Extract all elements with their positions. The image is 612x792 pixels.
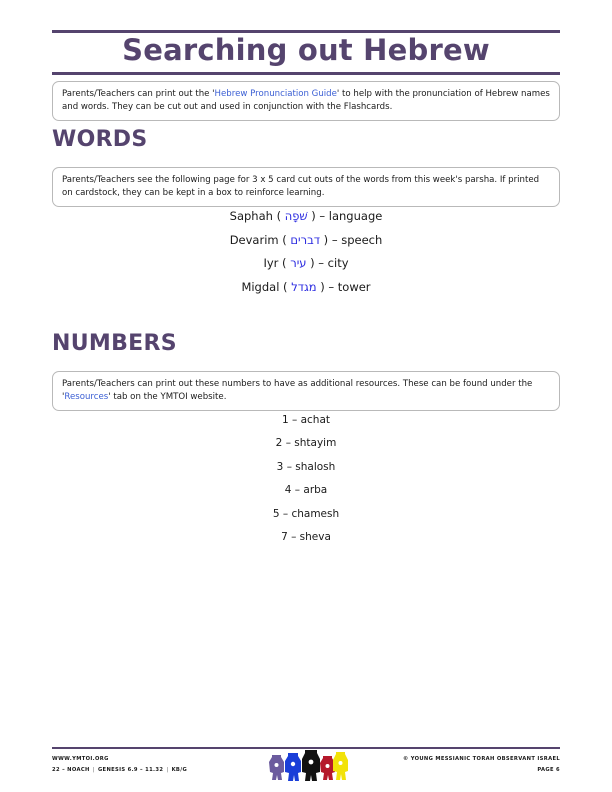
word-meaning: ) – city (306, 256, 349, 270)
hebrew-word-row (52, 205, 560, 229)
ymtoi-logo-icon (266, 749, 348, 785)
number-numeral: 5 (272, 507, 280, 520)
footer-code: KB/G (171, 767, 188, 773)
hebrew-number-row (52, 409, 560, 432)
logo-figure-black (302, 750, 320, 781)
number-numeral: 1 (281, 414, 289, 426)
footer-scripture-reference: GENESIS 6.9 – 11.32 (97, 767, 164, 773)
hebrew-pronunciation-guide-link[interactable]: Hebrew Pronunciation Guide (214, 89, 337, 99)
header-divider-bottom (52, 72, 560, 75)
number-numeral: 7 (281, 531, 288, 544)
numbers-note-text-before: Parents/Teachers can print out these numbers to have as additional resources. These can be found under the ' (62, 379, 533, 402)
word-meaning: ) – language (307, 209, 383, 223)
hebrew-number-row (52, 479, 560, 502)
number-name: – shalosh (283, 460, 336, 473)
number-name: – arba (291, 484, 328, 497)
footer-parsha: 22 – NOACH (52, 767, 90, 773)
footer-website[interactable]: WWW.YMTOI.ORG (52, 756, 109, 762)
footer-left-block (52, 754, 187, 776)
intro-note-box (52, 81, 560, 121)
section-heading-numbers: NUMBERS (52, 331, 177, 356)
word-transliteration: Migdal ( (241, 279, 292, 294)
intro-note-text-before: Parents/Teachers can print out the ' (62, 89, 215, 99)
number-name: – sheva (287, 531, 331, 544)
number-numeral: 3 (276, 460, 284, 473)
logo-figure-yellow (333, 752, 348, 780)
words-note-text: Parents/Teachers see the following page for 3 x 5 card cut outs of the words from this week's parsha. If printed on cardstock, they can be kept in a box to reinforce learning. (62, 175, 540, 198)
hebrew-number-row (52, 503, 560, 526)
logo-figure-blue (285, 753, 301, 781)
footer-right-block (403, 754, 560, 776)
word-transliteration: Saphah ( (229, 209, 285, 223)
footer-separator-1: | (92, 767, 95, 773)
logo-figure-red (320, 756, 335, 780)
resources-tab-link[interactable]: Resources (64, 391, 109, 402)
word-hebrew: מגדל (291, 279, 317, 294)
numbers-note-text-after: ' tab on the YMTOI website. (108, 391, 227, 402)
hebrew-word-row (52, 252, 560, 276)
footer-separator-2: | (166, 767, 169, 773)
word-hebrew: עיר (290, 256, 307, 270)
logo-figure-purple (269, 755, 284, 780)
hebrew-word-row (52, 276, 560, 300)
number-name: – shtayim (282, 437, 337, 450)
footer-reference-line (52, 765, 187, 776)
hebrew-word-row (52, 229, 560, 253)
word-transliteration: Devarim ( (229, 232, 291, 247)
hebrew-number-row (52, 456, 560, 479)
hebrew-number-row (52, 526, 560, 549)
hebrew-number-row (52, 432, 560, 455)
word-transliteration: Iyr ( (263, 256, 291, 270)
word-hebrew: שׁפָה (284, 209, 308, 223)
hebrew-words-list (52, 205, 560, 299)
words-note-box (52, 167, 560, 207)
hebrew-numbers-list (52, 409, 560, 549)
footer-copyright: © YOUNG MESSIANIC TORAH OBSERVANT ISRAEL (403, 756, 560, 762)
word-meaning: ) – speech (320, 232, 383, 247)
numbers-note-box (52, 371, 560, 411)
intro-note-text-after: ' to help with the pronunciation of Hebrew names and words. They can be cut out and used in conjunction with the Flashcards. (62, 89, 550, 112)
word-meaning: ) – tower (316, 279, 371, 294)
section-heading-words: WORDS (52, 127, 148, 152)
page-title: Searching out Hebrew (122, 33, 490, 67)
number-name: – achat (288, 414, 331, 426)
number-numeral: 2 (275, 437, 283, 450)
number-name: – chamesh (279, 507, 340, 520)
footer-page-number: PAGE 6 (537, 767, 560, 773)
word-hebrew: דברים (290, 232, 321, 247)
number-numeral: 4 (284, 484, 292, 497)
